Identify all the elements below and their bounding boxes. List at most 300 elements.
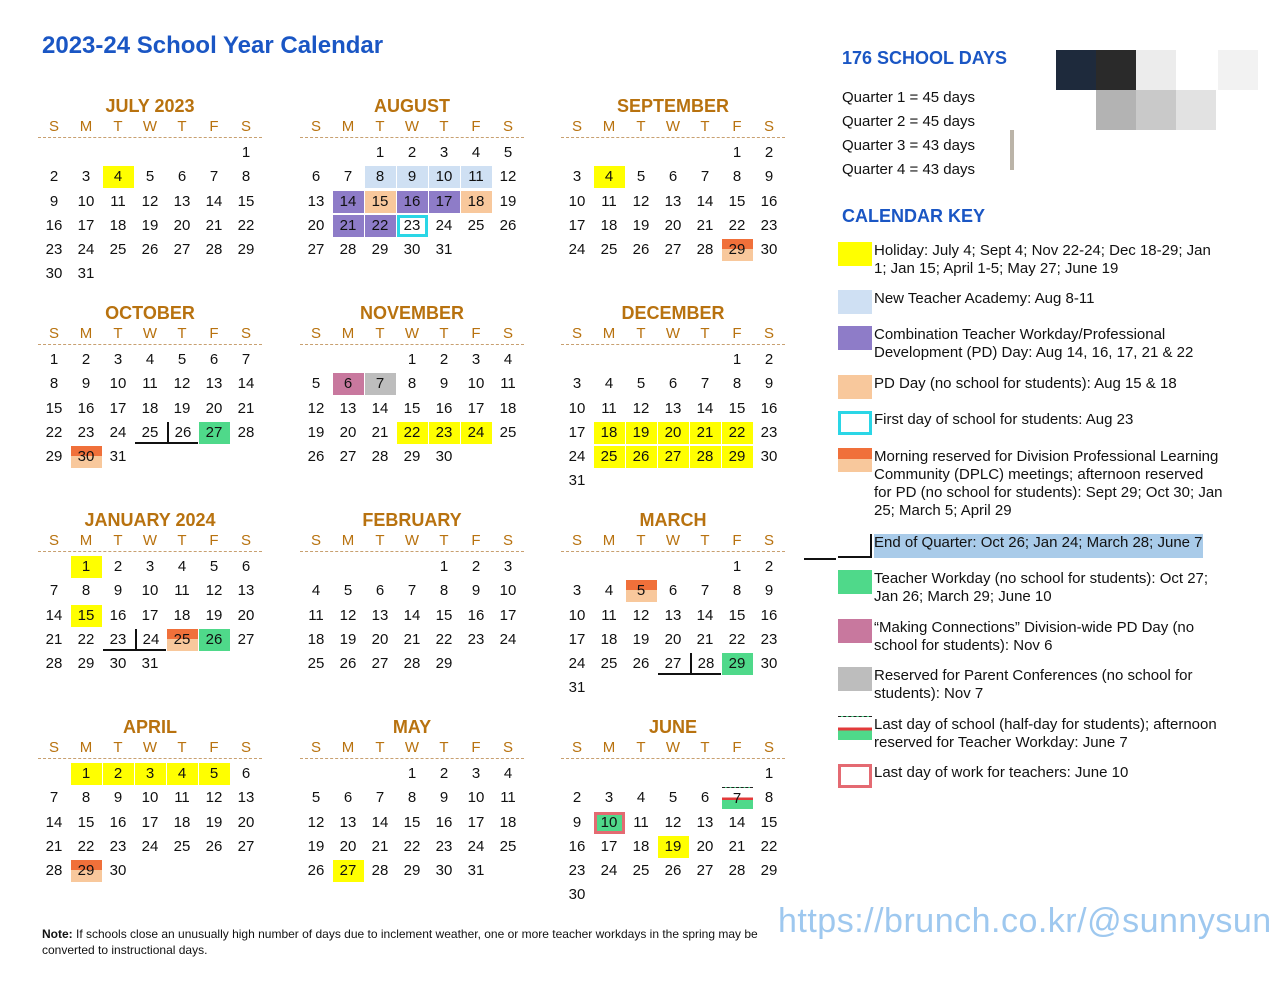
day-cell: 18 [499, 813, 517, 831]
weekday-header [300, 117, 524, 138]
day-cell: 23 [435, 837, 453, 855]
day-cell: 12 [205, 789, 223, 807]
day-cell: 9 [764, 375, 774, 393]
day-cell: 12 [499, 168, 517, 186]
day-cell: 23 [109, 630, 127, 648]
calendar-key-heading: CALENDAR KEY [842, 206, 986, 226]
key-swatch [838, 375, 872, 399]
day-cell: 11 [110, 192, 126, 210]
day-cell: 20 [664, 630, 682, 648]
day-cell: 16 [568, 837, 586, 855]
weekday-label: S [240, 532, 251, 549]
key-item [838, 290, 1224, 314]
day-cell: 26 [499, 216, 517, 234]
day-cell: 8 [732, 168, 742, 186]
day-cell: 11 [500, 375, 516, 393]
day-cell: 9 [764, 582, 774, 600]
day-cell: 2 [572, 789, 582, 807]
note-label: Note: [42, 927, 73, 941]
weekday-header [561, 738, 785, 759]
day-cell: 26 [339, 655, 357, 673]
empty-cell [593, 555, 625, 579]
day-cell: 21 [333, 215, 364, 237]
day-cell: 19 [339, 630, 357, 648]
day-cell: 19 [307, 423, 325, 441]
weekday-label: T [113, 739, 123, 756]
key-swatch [838, 619, 872, 643]
day-cell: 21 [371, 423, 389, 441]
day-cell: 7 [375, 789, 385, 807]
day-cell: 29 [237, 241, 255, 259]
quarter-4: Quarter 4 = 43 days [842, 161, 975, 178]
day-cell: 17 [429, 191, 460, 213]
day-cell: 1 [439, 558, 449, 575]
day-cell: 15 [77, 813, 95, 831]
key-item [838, 764, 1224, 788]
day-cell: 12 [632, 399, 650, 417]
day-cell: 21 [205, 216, 223, 234]
day-cell: 19 [632, 216, 650, 234]
empty-cell [625, 348, 657, 372]
day-cell: 5 [636, 168, 646, 186]
weekday-label: T [177, 325, 187, 342]
day-cell: 16 [397, 191, 428, 213]
weekday-label: T [375, 118, 385, 135]
weekday-label: W [142, 739, 158, 756]
empty-cell [332, 762, 364, 786]
month-calendar [300, 95, 524, 262]
weekday-label: S [310, 118, 321, 135]
weekday-label: S [571, 118, 582, 135]
day-cell: 4 [167, 763, 198, 785]
day-cell: 16 [109, 606, 127, 624]
day-cell: 3 [503, 558, 513, 575]
day-cell: 22 [45, 423, 63, 441]
day-cell: 23 [77, 423, 95, 441]
weekday-label: F [471, 739, 481, 756]
weekday-label: W [142, 532, 158, 549]
day-cell: 21 [371, 837, 389, 855]
empty-cell [625, 141, 657, 165]
day-cell: 15 [728, 399, 746, 417]
day-cell: 1 [375, 144, 385, 161]
day-cell: 27 [371, 655, 389, 673]
weekday-label: T [439, 739, 449, 756]
day-cell: 31 [467, 862, 485, 880]
day-cell: 9 [471, 582, 481, 600]
day-cell: 26 [626, 446, 657, 468]
day-cell: 29 [722, 653, 753, 675]
key-label: PD Day (no school for students): Aug 15 & 18 [874, 375, 1177, 392]
day-cell: 8 [81, 582, 91, 600]
day-cell: 21 [728, 837, 746, 855]
day-cell: 20 [339, 423, 357, 441]
weekday-label: M [341, 739, 355, 756]
day-cell: 16 [435, 813, 453, 831]
day-cell: 30 [403, 241, 421, 259]
weekday-label: T [113, 532, 123, 549]
weekday-header [38, 531, 262, 552]
day-cell: 20 [237, 813, 255, 831]
footnote [42, 926, 762, 958]
weekday-label: S [502, 739, 513, 756]
empty-cell [593, 348, 625, 372]
empty-cell [300, 555, 332, 579]
day-cell: 13 [205, 375, 223, 393]
day-cell: 26 [141, 241, 159, 259]
day-cell: 12 [632, 192, 650, 210]
day-cell: 28 [690, 446, 721, 468]
day-cell: 26 [205, 837, 223, 855]
empty-cell [625, 762, 657, 786]
day-cell: 4 [103, 166, 134, 188]
day-cell: 5 [311, 789, 321, 807]
day-cell: 11 [174, 582, 190, 600]
weekday-label: S [310, 325, 321, 342]
day-cell: 3 [145, 558, 155, 575]
empty-cell [689, 141, 721, 165]
day-cell: 19 [626, 422, 657, 444]
weekday-label: T [375, 325, 385, 342]
key-label: “Making Connections” Division-wide PD Day (no school for students): Nov 6 [874, 619, 1195, 654]
key-swatch [838, 570, 872, 594]
month-name: OCTOBER [105, 303, 195, 323]
day-cell: 5 [311, 375, 321, 393]
day-cell: 26 [664, 862, 682, 880]
day-cell: 17 [568, 423, 586, 441]
month-name: JANUARY 2024 [84, 510, 216, 530]
day-cell: 6 [311, 168, 321, 186]
day-cell: 28 [45, 655, 63, 673]
weekday-label: M [602, 532, 616, 549]
day-cell: 28 [728, 862, 746, 880]
weekday-label: W [142, 325, 158, 342]
day-cell: 25 [307, 655, 325, 673]
day-cell: 18 [141, 399, 159, 417]
day-cell: 12 [664, 813, 682, 831]
day-cell: 10 [77, 192, 95, 210]
day-cell: 7 [365, 373, 396, 395]
empty-cell [721, 762, 753, 786]
weekday-label: F [209, 118, 219, 135]
day-cell: 30 [568, 886, 586, 904]
weekday-label: M [602, 739, 616, 756]
weekday-label: T [439, 532, 449, 549]
weekday-label: S [571, 739, 582, 756]
day-cell: 5 [503, 144, 513, 161]
quarter-2: Quarter 2 = 45 days [842, 113, 975, 130]
day-cell: 19 [205, 606, 223, 624]
day-cell: 27 [664, 241, 682, 259]
day-cell: 24 [568, 655, 586, 673]
day-cell: 25 [173, 837, 191, 855]
key-swatch [838, 764, 872, 788]
day-cell: 11 [461, 166, 492, 188]
empty-cell [561, 762, 593, 786]
day-cell: 16 [77, 399, 95, 417]
day-cell: 13 [664, 606, 682, 624]
empty-cell [689, 555, 721, 579]
day-cell: 20 [339, 837, 357, 855]
month-calendar [561, 95, 785, 262]
weekday-label: T [700, 325, 710, 342]
day-cell: 13 [339, 399, 357, 417]
day-cell: 2 [407, 144, 417, 161]
day-cell: 28 [339, 241, 357, 259]
empty-cell [38, 141, 70, 165]
day-cell: 5 [343, 582, 353, 600]
day-cell: 25 [499, 837, 517, 855]
month-calendar [300, 509, 524, 676]
day-cell: 18 [173, 606, 191, 624]
day-cell: 13 [237, 582, 255, 600]
day-cell: 27 [173, 241, 191, 259]
weekday-label: W [404, 325, 420, 342]
weekday-label: S [502, 118, 513, 135]
day-cell: 6 [700, 789, 710, 807]
weekday-label: T [700, 118, 710, 135]
day-cell: 1 [71, 763, 102, 785]
key-item [838, 667, 1224, 703]
day-cell: 19 [658, 836, 689, 858]
day-cell: 13 [664, 192, 682, 210]
weekday-header [561, 531, 785, 552]
day-cell: 17 [141, 813, 159, 831]
day-cell: 9 [439, 789, 449, 807]
weekday-label: T [439, 118, 449, 135]
day-cell: 11 [633, 813, 649, 831]
day-cell: 3 [81, 168, 91, 186]
month-name: AUGUST [374, 96, 450, 116]
day-cell: 5 [636, 375, 646, 393]
day-cell: 14 [237, 375, 255, 393]
weekday-label: T [113, 118, 123, 135]
day-cell: 7 [722, 787, 753, 809]
day-cell: 12 [173, 375, 191, 393]
day-cell: 1 [764, 765, 774, 782]
day-cell: 29 [77, 655, 95, 673]
day-cell: 11 [142, 375, 158, 393]
weekday-label: T [375, 739, 385, 756]
day-cell: 17 [77, 216, 95, 234]
weekday-label: M [79, 118, 93, 135]
day-cell: 12 [307, 399, 325, 417]
weekday-label: M [79, 325, 93, 342]
day-cell: 11 [601, 192, 617, 210]
empty-cell [300, 762, 332, 786]
day-cell: 9 [572, 813, 582, 831]
empty-cell [625, 555, 657, 579]
weekday-label: W [665, 532, 681, 549]
day-cell: 31 [568, 679, 586, 697]
day-cell: 8 [49, 375, 59, 393]
day-cell: 23 [397, 215, 428, 237]
day-cell: 16 [760, 399, 778, 417]
day-cell: 30 [435, 448, 453, 466]
empty-cell [166, 141, 198, 165]
note-text: If schools close an unusually high number of days due to inclement weather, one or more teacher workdays in the spring may be converted to instructional days. [42, 927, 758, 957]
day-cell: 18 [173, 813, 191, 831]
day-cell: 22 [77, 630, 95, 648]
empty-cell [593, 762, 625, 786]
key-swatch [838, 411, 872, 435]
weekday-label: F [732, 532, 742, 549]
day-cell: 8 [407, 375, 417, 393]
empty-cell [332, 348, 364, 372]
weekday-header [38, 117, 262, 138]
quarter-3: Quarter 3 = 43 days [842, 137, 975, 154]
day-cell: 19 [632, 630, 650, 648]
day-cell: 30 [435, 862, 453, 880]
weekday-header [300, 324, 524, 345]
day-cell: 22 [728, 216, 746, 234]
day-cell: 10 [141, 789, 159, 807]
empty-cell [364, 555, 396, 579]
day-cell: 22 [365, 215, 396, 237]
weekday-label: S [763, 325, 774, 342]
day-cell: 9 [439, 375, 449, 393]
day-cell: 21 [696, 630, 714, 648]
day-cell: 25 [594, 446, 625, 468]
day-cell: 20 [664, 216, 682, 234]
day-cell: 6 [668, 168, 678, 186]
day-cell: 24 [77, 241, 95, 259]
day-cell: 2 [103, 763, 134, 785]
day-cell: 19 [141, 216, 159, 234]
weekday-label: M [341, 532, 355, 549]
key-swatch [838, 534, 872, 558]
weekday-label: W [404, 118, 420, 135]
day-cell: 9 [764, 168, 774, 186]
key-label: First day of school for students: Aug 23 [874, 411, 1134, 428]
day-cell: 8 [764, 789, 774, 807]
month-calendar [300, 302, 524, 469]
day-cell: 12 [307, 813, 325, 831]
day-cell: 7 [343, 168, 353, 186]
day-cell: 9 [113, 789, 123, 807]
day-cell: 10 [568, 192, 586, 210]
key-item [838, 411, 1224, 435]
day-cell: 5 [626, 580, 657, 602]
weekday-label: W [665, 325, 681, 342]
day-cell: 22 [237, 216, 255, 234]
day-cell: 30 [109, 862, 127, 880]
day-cell: 2 [49, 168, 59, 186]
day-cell: 29 [760, 862, 778, 880]
day-cell: 19 [205, 813, 223, 831]
day-cell: 12 [339, 606, 357, 624]
empty-cell [593, 141, 625, 165]
day-cell: 10 [568, 399, 586, 417]
day-cell: 24 [568, 448, 586, 466]
day-cell: 28 [696, 241, 714, 259]
weekday-label: W [404, 532, 420, 549]
weekday-label: W [665, 118, 681, 135]
empty-cell [70, 141, 102, 165]
weekday-label: S [240, 118, 251, 135]
key-label: Reserved for Parent Conferences (no school for students): Nov 7 [874, 667, 1193, 702]
key-item [838, 375, 1224, 399]
day-cell: 3 [439, 144, 449, 161]
day-cell: 4 [503, 765, 513, 782]
day-cell: 17 [467, 399, 485, 417]
key-swatch [838, 716, 872, 740]
day-cell: 2 [81, 351, 91, 368]
day-cell: 12 [632, 606, 650, 624]
weekday-label: M [341, 118, 355, 135]
day-cell: 5 [177, 351, 187, 368]
weekday-label: F [732, 118, 742, 135]
day-cell: 7 [700, 582, 710, 600]
day-cell: 13 [371, 606, 389, 624]
day-cell: 6 [668, 375, 678, 393]
day-cell: 18 [307, 630, 325, 648]
weekday-label: F [471, 118, 481, 135]
day-cell: 30 [760, 241, 778, 259]
day-cell: 28 [371, 862, 389, 880]
day-cell: 22 [760, 837, 778, 855]
day-cell: 4 [604, 582, 614, 600]
day-cell: 8 [439, 582, 449, 600]
day-cell: 30 [45, 265, 63, 283]
day-cell: 26 [307, 862, 325, 880]
day-cell: 9 [49, 192, 59, 210]
day-cell: 4 [636, 789, 646, 807]
key-swatch [838, 326, 872, 350]
day-cell: 8 [365, 166, 396, 188]
empty-cell [364, 762, 396, 786]
key-item [838, 242, 1224, 278]
weekday-label: F [209, 739, 219, 756]
weekday-label: T [636, 118, 646, 135]
day-cell: 24 [435, 216, 453, 234]
weekday-label: T [636, 532, 646, 549]
day-cell: 14 [205, 192, 223, 210]
day-cell: 12 [205, 582, 223, 600]
day-cell: 3 [572, 168, 582, 186]
weekday-header [561, 324, 785, 345]
day-cell: 26 [307, 448, 325, 466]
day-cell: 13 [664, 399, 682, 417]
day-cell: 13 [173, 192, 191, 210]
day-cell: 14 [696, 192, 714, 210]
key-label: Holiday: July 4; Sept 4; Nov 22-24; Dec 18-29; Jan 1; Jan 15; April 1-5; May 27; June 19 [874, 242, 1211, 277]
day-cell: 15 [237, 192, 255, 210]
page-title: 2023-24 School Year Calendar [42, 32, 384, 59]
day-cell: 11 [308, 606, 324, 624]
weekday-header [300, 531, 524, 552]
day-cell: 10 [568, 606, 586, 624]
weekday-label: S [502, 532, 513, 549]
day-cell: 27 [696, 862, 714, 880]
empty-cell [689, 348, 721, 372]
day-cell: 1 [241, 144, 251, 161]
weekday-label: S [240, 325, 251, 342]
weekday-label: S [48, 325, 59, 342]
key-label: Last day of school (half-day for students); afternoon reserved for Teacher Workday: June 7 [874, 716, 1217, 751]
day-cell: 1 [732, 144, 742, 161]
weekday-label: F [209, 532, 219, 549]
empty-cell [657, 555, 689, 579]
day-cell: 19 [499, 192, 517, 210]
day-cell: 11 [174, 789, 190, 807]
key-item [838, 619, 1224, 655]
day-cell: 3 [572, 375, 582, 393]
day-cell: 13 [696, 813, 714, 831]
day-cell: 15 [403, 399, 421, 417]
day-cell: 8 [732, 375, 742, 393]
empty-cell [657, 348, 689, 372]
